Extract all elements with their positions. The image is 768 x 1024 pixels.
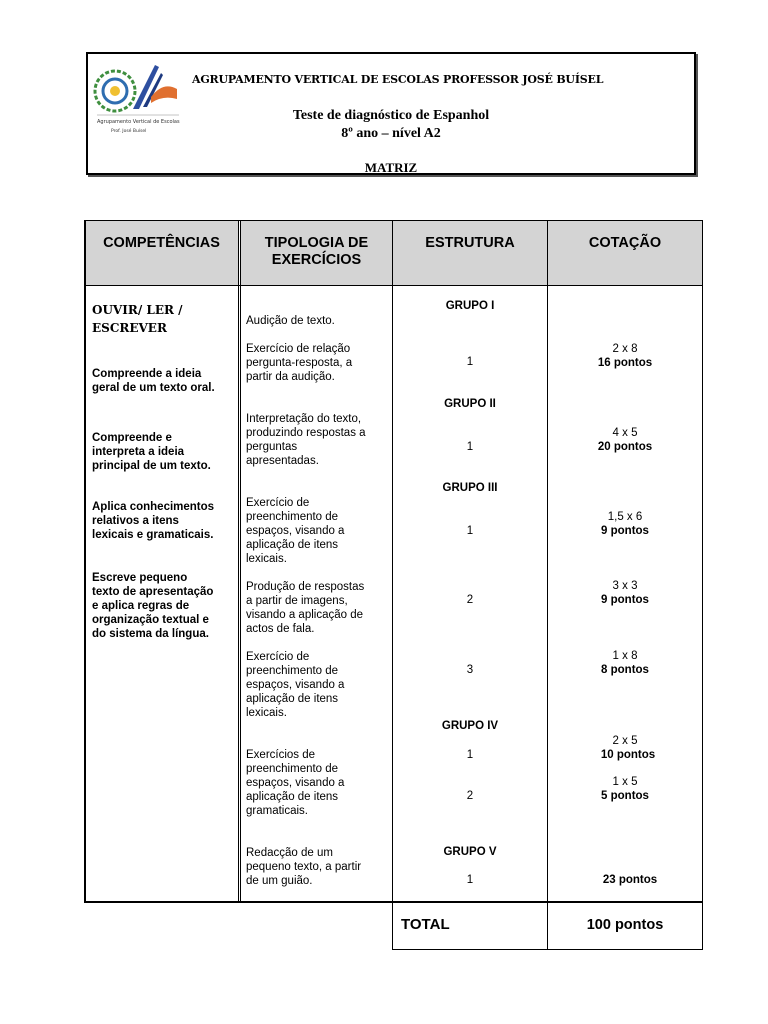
score-8: 23 pontos xyxy=(602,874,658,886)
total-value: 100 pontos xyxy=(586,917,664,933)
school-name: AGRUPAMENTO VERTICAL DE ESCOLAS PROFESSOR JOSÉ BUÍSEL xyxy=(192,73,604,86)
score-5: 1 x 8 8 pontos xyxy=(601,650,649,676)
header-divider xyxy=(84,285,703,286)
score-1: 2 x 8 16 pontos xyxy=(597,343,653,369)
group-5-label: GRUPO V xyxy=(443,846,497,858)
exercise-type-7: Exercícios de preenchimento de espaços, visando a aplicação de itens gramaticais. xyxy=(246,749,345,817)
score-3: 1,5 x 6 9 pontos xyxy=(601,511,649,537)
header-cotacao: COTAÇÃO xyxy=(548,221,702,285)
score-7: 1 x 5 5 pontos xyxy=(601,776,649,802)
table-border-bottom xyxy=(84,901,703,903)
skills-label: OUVIR/ LER / ESCREVER xyxy=(92,303,183,335)
competence-3: Aplica conhecimentos relativos a itens lexicais e gramaticais. xyxy=(92,501,215,541)
exercise-type-2: Exercício de relação pergunta-resposta, a partir da audição. xyxy=(246,343,353,383)
score-2: 4 x 5 20 pontos xyxy=(597,427,653,453)
exercise-type-1: Audição de texto. xyxy=(246,315,335,327)
group-2-label: GRUPO II xyxy=(444,398,496,410)
structure-item: 2 xyxy=(466,790,474,802)
group-3-label: GRUPO III xyxy=(442,482,498,494)
structure-item: 1 xyxy=(466,356,474,368)
score-6: 2 x 5 10 pontos xyxy=(600,735,656,761)
header-tipologia: TIPOLOGIA DE EXERCÍCIOS xyxy=(241,221,392,285)
score-4: 3 x 3 9 pontos xyxy=(601,580,649,606)
svg-text:Prof. José Buísel: Prof. José Buísel xyxy=(111,129,147,134)
svg-text:Agrupamento Vertical de Escola: Agrupamento Vertical de Escolas xyxy=(97,119,180,125)
test-title: Teste de diagnóstico de Espanhol xyxy=(292,108,490,123)
structure-item: 1 xyxy=(466,441,474,453)
exercise-type-5: Produção de respostas a partir de imagens, visando a aplicação de actos de fala. xyxy=(246,581,365,635)
group-1-label: GRUPO I xyxy=(445,300,495,312)
structure-item: 3 xyxy=(466,664,474,676)
total-label: TOTAL xyxy=(401,916,450,933)
matrix-label: MATRIZ xyxy=(364,160,418,175)
col-line-2 xyxy=(392,220,393,950)
header-competencias: COMPETÊNCIAS xyxy=(85,221,238,285)
competence-2: Compreende e interpreta a ideia principal de um texto. xyxy=(92,432,211,472)
exercise-type-4: Exercício de preenchimento de espaços, visando a aplicação de itens lexicais. xyxy=(246,497,345,565)
col-line-1b xyxy=(240,220,241,903)
competence-4: Escreve pequeno texto de apresentação e aplica regras de organização textual e do sistema da língua. xyxy=(92,572,214,640)
exercise-type-6: Exercício de preenchimento de espaços, visando a aplicação de itens lexicais. xyxy=(246,651,345,719)
test-level: 8º ano – nível A2 xyxy=(341,126,441,141)
competence-1: Compreende a ideia geral de um texto oral. xyxy=(92,368,215,394)
structure-item: 1 xyxy=(466,525,474,537)
col-line-4 xyxy=(702,220,703,950)
header-estrutura: ESTRUTURA xyxy=(393,221,547,285)
exercise-type-3: Interpretação do texto, produzindo respostas a perguntas apresentadas. xyxy=(246,413,366,467)
table-border-top xyxy=(84,220,703,221)
header-box xyxy=(86,52,696,175)
col-line-0 xyxy=(84,220,86,903)
structure-item: 1 xyxy=(466,874,474,886)
structure-item: 1 xyxy=(466,749,474,761)
structure-item: 2 xyxy=(466,594,474,606)
group-4-label: GRUPO IV xyxy=(441,720,499,732)
col-line-1a xyxy=(238,220,239,903)
exercise-type-8: Redacção de um pequeno texto, a partir de um guião. xyxy=(246,847,362,887)
